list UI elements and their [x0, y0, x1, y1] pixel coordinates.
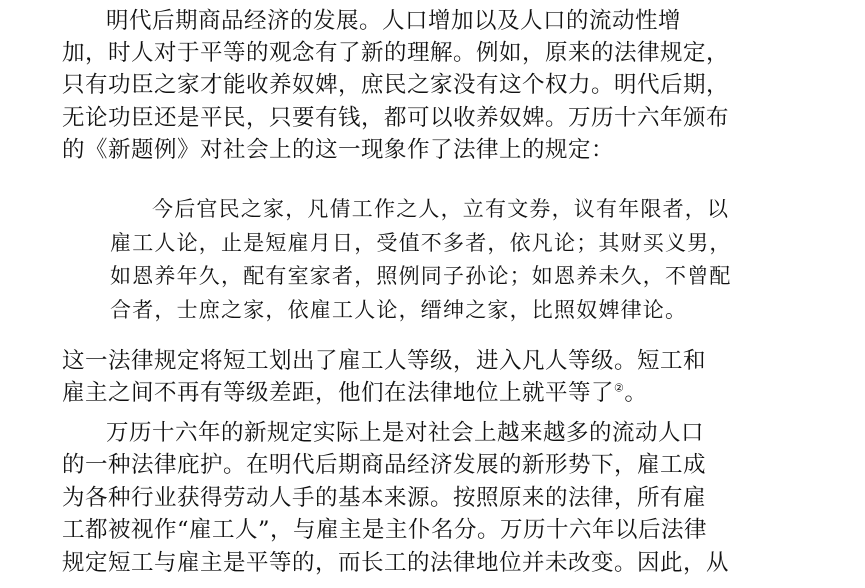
text-line: 的《新题例》对社会上的这一现象作了法律上的规定： [62, 137, 615, 163]
text-line: 明代后期商品经济的发展。人口增加以及人口的流动性增 [106, 8, 682, 34]
text-line: 的一种法律庇护。在明代后期商品经济发展的新形势下，雇工成 [62, 452, 707, 478]
text-line: 万历十六年的新规定实际上是对社会上越来越多的流动人口 [106, 420, 705, 446]
text-line: 为各种行业获得劳动人手的基本来源。按照原来的法律，所有雇 [62, 485, 707, 511]
text-line: 这一法律规定将短工划出了雇工人等级，进入凡人等级。短工和 [62, 348, 707, 374]
quote-line: 今后官民之家，凡倩工作之人，立有文券，议有年限者，以 [152, 197, 730, 221]
quote-line: 合者，士庶之家，依雇工人论，缙绅之家，比照奴婢律论。 [110, 298, 688, 322]
footnote-mark[interactable]: ② [614, 381, 625, 395]
text-line: 加，时人对于平等的观念有了新的理解。例如，原来的法律规定， [62, 40, 730, 66]
text-line: 工都被视作“雇工人”，与雇主是主仆名分。万历十六年以后法律 [62, 517, 708, 543]
text-line: 只有功臣之家才能收养奴婢，庶民之家没有这个权力。明代后期， [62, 72, 730, 98]
text-line: 规定短工与雇主是平等的，而长工的法律地位并未改变。因此，从 [62, 550, 730, 576]
end-punctuation: 。 [624, 380, 648, 406]
text-line [62, 378, 647, 408]
text-line: 无论功臣还是平民，只要有钱，都可以收养奴婢。万历十六年颁布 [62, 105, 730, 131]
quote-line: 雇工人论，止是短雇月日，受值不多者，依凡论；其财买义男， [110, 231, 732, 255]
quote-line: 如恩养年久，配有室家者，照例同子孙论；如恩养未久，不曾配 [110, 264, 732, 288]
text-span: 雇主之间不再有等级差距，他们在法律地位上就平等了 [62, 380, 615, 406]
